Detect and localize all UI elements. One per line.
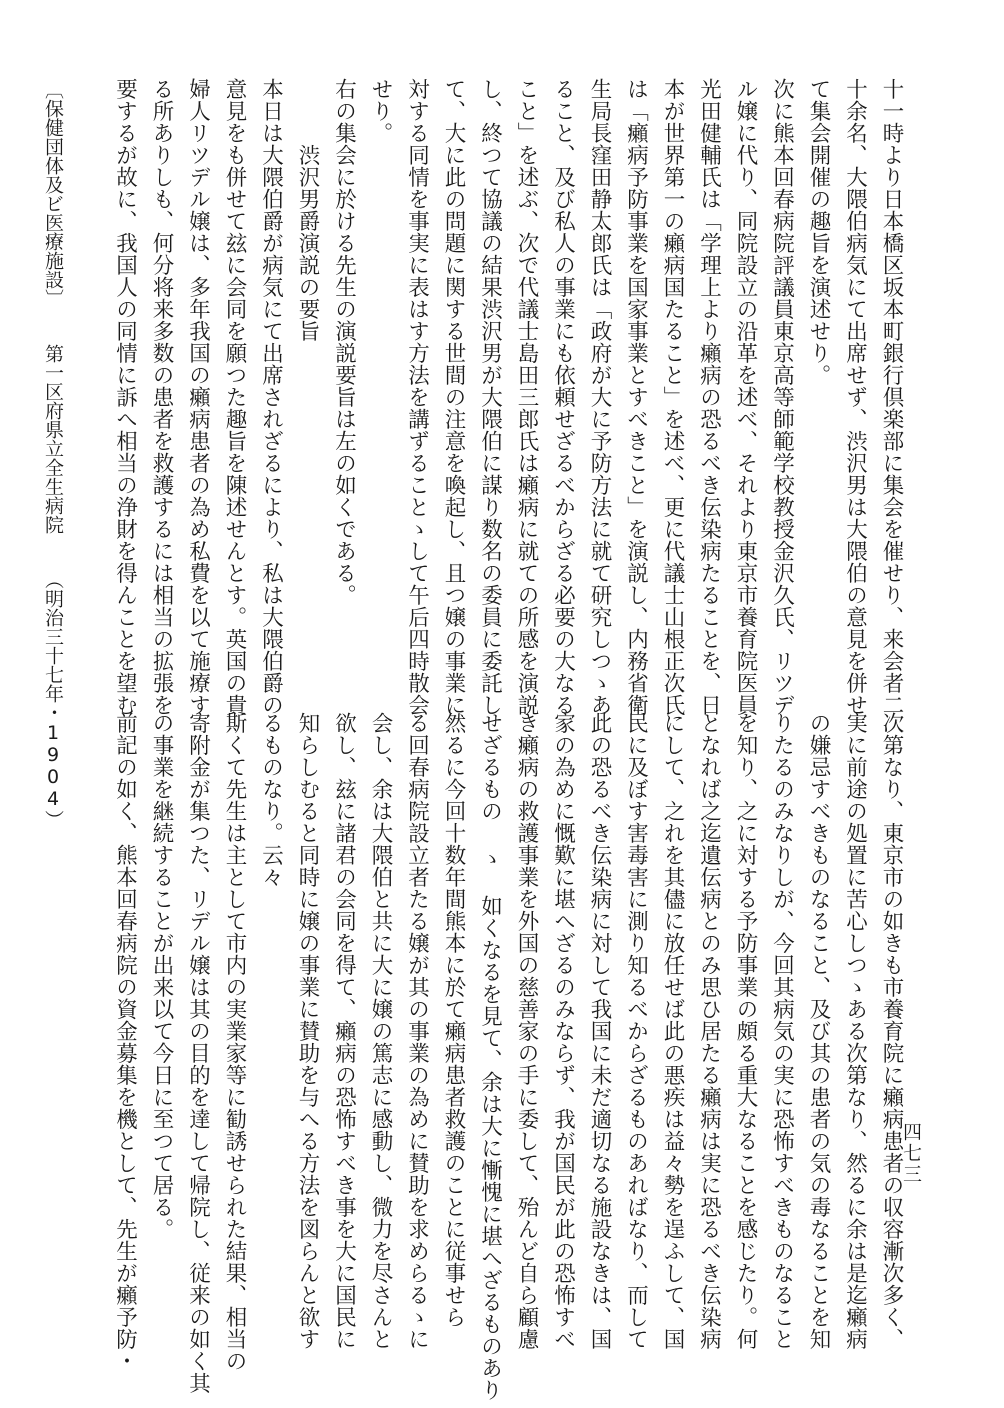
text-column: にして、之れを其儘に放任せば此の悪疾は益々勢を逞ふして、国 [660,712,685,1350]
text-column: 実に前途の処置に苦心しつゝある次第なり、然るに余は是迄癩病 [842,712,868,1350]
running-head [42,80,64,829]
text-column: 然るに今回十数年間熊本に於て癩病患者救護のことに従事せら [441,712,466,1328]
running-head-date: （明治三十七年・1904） [42,570,64,829]
text-column: 次に熊本回春病院評議員東京高等師範学校教授金沢久氏、リツデ [769,78,795,716]
text-column: せり。 [368,78,393,144]
text-column: て集会開催の趣旨を演述せり。 [806,78,831,386]
text-column: となれば之迄遺伝病とのみ思ひ居たる癩病は実に恐るべき伝染病 [696,712,722,1350]
text-column: 前記の如く、熊本回春病院の資金募集を機として、先生が癩予防・ [112,712,138,1372]
text-column: 婦人リツデル嬢は、多年我国の癩病患者の為め私費を以て施療す [185,78,211,716]
text-column: の嫌忌すべきものなること、及び其の患者の気の毒なることを知 [806,712,831,1350]
text-column: 斯くて先生は主として市内の実業家等に勧誘せられた結果、相当の [222,712,247,1372]
text-column: し、終つて協議の結果渋沢男が大隈伯に謀り数名の委員に委託し [477,78,503,716]
text-column: 知らしむると同時に嬢の事業に賛助を与へる方法を図らんと欲す [295,712,320,1350]
text-column: ル嬢に代り、同院設立の沿革を述べ、それより東京市養育院医員 [733,78,758,716]
page-number: 四七三 [900,1122,922,1185]
text-column: 本が世界第一の癩病国たること」を述べ、更に代議士山根正次氏 [660,78,685,716]
text-column: 右の集会に於ける先生の演説要旨は左の如くである。 [331,78,357,606]
text-column: 此の恐るべき伝染病に対して我国に未だ適切なる施設なきは、国 [587,712,612,1350]
text-column: き癩病の救護事業を外国の慈善家の手に委して、殆んど自ら顧慮 [514,712,539,1350]
text-column: こと」を述ぶ、次で代議士島田三郎氏は癩病に就ての所感を演説 [514,78,539,716]
text-column: 対する同情を事実に表はす方法を講ずることゝして午后四時散会 [404,78,430,716]
text-column: ること、及び私人の事業にも依頼せざるべからざる必要の大なる [550,78,576,716]
text-column: りたるのみなりしが、今回其病気の実に恐怖すべきものなること [769,712,795,1350]
text-column: 生局長窪田静太郎氏は「政府が大に予防方法に就て研究しつゝあ [587,78,612,716]
text-column: 寄附金が集つた、リデル嬢は其の目的を達して帰院し、従来の如く其 [185,712,211,1394]
text-column: の事業を継続することが出来以て今日に至つて居る。 [149,712,174,1240]
text-column: 家の為めに慨歎に堪へざるのみならず、我が国民が此の恐怖すべ [550,712,576,1350]
text-column: 次第なり、東京市の如きも市養育院に癩病患者の収容漸次多く、 [879,712,904,1350]
text-column: 要するが故に、我国人の同情に訴へ相当の浄財を得んことを望む [112,78,138,716]
text-column: 意見をも併せて玆に会同を願つた趣旨を陳述せんとす。英国の貴 [222,78,247,716]
text-column: 本日は大隈伯爵が病気にて出席されざるにより、私は大隈伯爵の [258,78,284,716]
text-column: 民に及ぼす害毒害に測り知るべからざるものあればなり、而して [623,712,649,1350]
running-head-chapter: 第一区府県立全生病院 [42,344,64,534]
text-column: 渋沢男爵演説の要旨 [295,78,320,342]
text-column: は「癩病予防事業を国家事業とすべきこと」を演説し、内務省衛 [623,78,649,716]
text-column: る回春病院設立者たる嬢が其の事業の為めに賛助を求めらるゝに [404,712,430,1350]
text-column: 欲し、玆に諸君の会同を得て、癩病の恐怖すべき事を大に国民に [331,712,357,1350]
text-column: て、大に此の問題に関する世間の注意を喚起し、且つ嬢の事業に [441,78,466,716]
text-column: 光田健輔氏は「学理上より癩病の恐るべき伝染病たることを、日 [696,78,722,716]
text-column: せざるもの ゝ 如くなるを見て、余は大に慚愧に堪へざるものあり [477,712,503,1401]
text-column: 十一時より日本橋区坂本町銀行倶楽部に集会を催せり、来会者二 [879,78,904,716]
text-column: るものなり。云々 [258,712,284,888]
text-column: を知り、之に対する予防事業の頗る重大なることを感じたり。何 [733,712,758,1350]
text-column: 十余名、大隈伯病気にて出席せず、渋沢男は大隈伯の意見を併せ [842,78,868,716]
text-column: 会し、余は大隈伯と共に大に嬢の篤志に感動し、微力を尽さんと [368,712,393,1350]
running-head-section: 〔保健団体及ビ医療施設〕 [42,80,64,308]
text-column: る所ありしも、何分将来多数の患者を救護するには相当の拡張を [149,78,174,716]
